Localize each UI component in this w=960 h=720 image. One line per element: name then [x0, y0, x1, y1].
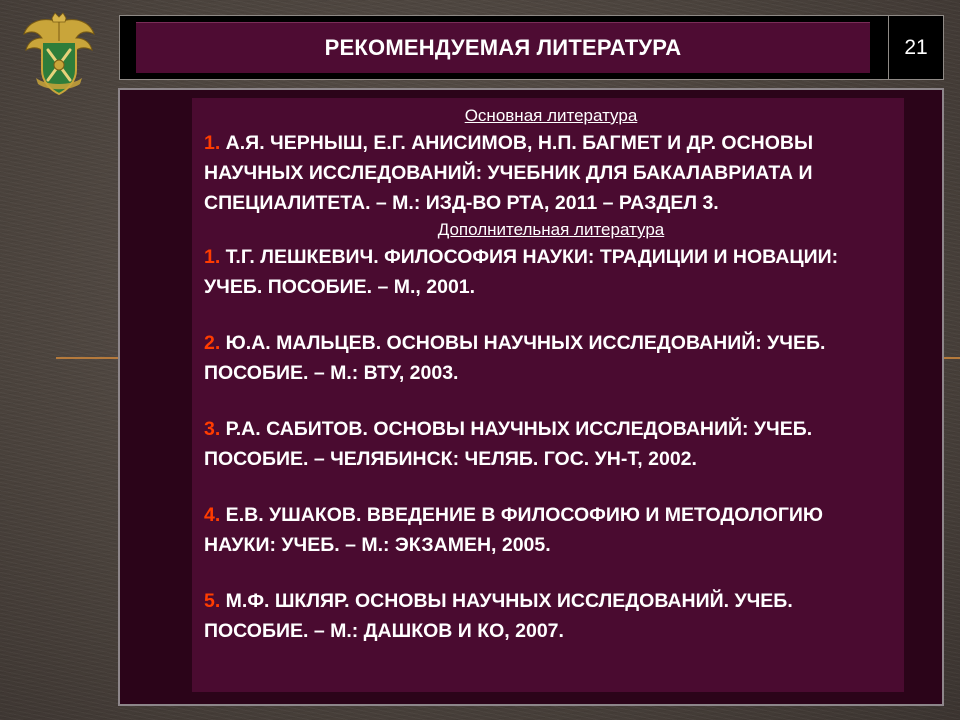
list-item	[204, 328, 898, 388]
item-text: Т.Г. ЛЕШКЕВИЧ. ФИЛОСОФИЯ НАУКИ: ТРАДИЦИИ И НОВАЦИИ: УЧЕБ. ПОСОБИЕ. – М., 2001.	[204, 246, 839, 298]
item-number: 3.	[204, 418, 221, 440]
title-panel	[136, 22, 870, 73]
list-item	[204, 242, 898, 302]
item-text: Р.А. САБИТОВ. ОСНОВЫ НАУЧНЫХ ИССЛЕДОВАНИЙ: УЧЕБ. ПОСОБИЕ. – ЧЕЛЯБИНСК: ЧЕЛЯБ. ГОС. УН-Т, 2002.	[204, 418, 813, 470]
list-item	[204, 414, 898, 474]
item-text: М.Ф. ШКЛЯР. ОСНОВЫ НАУЧНЫХ ИССЛЕДОВАНИЙ. УЧЕБ. ПОСОБИЕ. – М.: ДАШКОВ И КО, 2007.	[204, 590, 793, 642]
page-number-box	[888, 15, 944, 80]
list-item	[204, 128, 898, 218]
item-number: 5.	[204, 590, 221, 612]
title-bar	[119, 15, 890, 80]
slide-title: РЕКОМЕНДУЕМАЯ ЛИТЕРАТУРА	[324, 35, 682, 60]
additional-literature-heading: Дополнительная литература	[437, 220, 665, 239]
item-number: 1.	[204, 132, 221, 154]
item-text: Ю.А. МАЛЬЦЕВ. ОСНОВЫ НАУЧНЫХ ИССЛЕДОВАНИЙ: УЧЕБ. ПОСОБИЕ. – М.: ВТУ, 2003.	[204, 332, 826, 384]
item-number: 2.	[204, 332, 221, 354]
content-panel	[192, 98, 904, 692]
customs-emblem-icon	[22, 12, 96, 96]
main-literature-heading: Основная литература	[464, 106, 638, 125]
page-number: 21	[904, 35, 928, 59]
item-text: Е.В. УШАКОВ. ВВЕДЕНИЕ В ФИЛОСОФИЮ И МЕТОДОЛОГИЮ НАУКИ: УЧЕБ. – М.: ЭКЗАМЕН, 2005.	[204, 504, 823, 556]
list-item	[204, 586, 898, 646]
list-item	[204, 500, 898, 560]
item-text: А.Я. ЧЕРНЫШ, Е.Г. АНИСИМОВ, Н.П. БАГМЕТ И ДР. ОСНОВЫ НАУЧНЫХ ИССЛЕДОВАНИЙ: УЧЕБНИК ДЛЯ БАКАЛАВРИАТА И СПЕЦИАЛИТЕТА. – М.: ИЗД-ВО РТА, 2011 – РАЗДЕЛ 3.	[204, 132, 814, 214]
content-frame	[118, 88, 944, 706]
item-number: 4.	[204, 504, 221, 526]
literature-list	[204, 104, 898, 646]
item-number: 1.	[204, 246, 221, 268]
